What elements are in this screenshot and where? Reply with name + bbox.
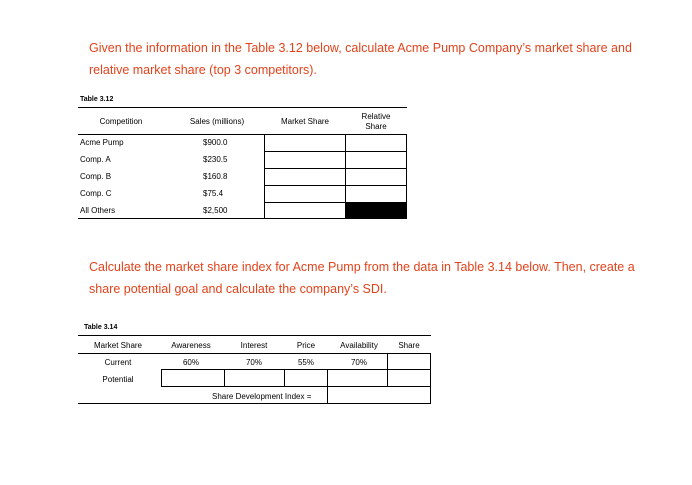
header-availability: Availability: [340, 341, 378, 350]
potential-price-box[interactable]: [284, 369, 328, 387]
market-share-answer-box[interactable]: [264, 202, 346, 219]
potential-awareness-box[interactable]: [161, 369, 225, 387]
market-share-answer-box[interactable]: [264, 134, 346, 152]
current-price: 55%: [297, 358, 314, 367]
current-availability: 70%: [350, 358, 367, 367]
relative-share-blocked-cell: [345, 202, 407, 219]
relative-share-answer-box[interactable]: [345, 134, 407, 152]
instruction-text-1: Given the information in the Table 3.12 below, calculate Acme Pump Company’s market share and relative market share (top 3 competitors).: [89, 41, 632, 77]
potential-availability-box[interactable]: [327, 369, 388, 387]
table-3-12-caption: Table 3.12: [80, 96, 114, 103]
table-3-12-top-rule: [78, 107, 407, 108]
header-relative-share: Relative Share: [361, 112, 391, 131]
current-label: Current: [104, 358, 132, 367]
header-market-share: Market Share: [280, 117, 330, 126]
header-market-share: Market Share: [93, 341, 143, 350]
current-awareness: 60%: [182, 358, 199, 367]
header-sales: Sales (millions): [189, 117, 245, 126]
table-3-14-caption: Table 3.14: [84, 324, 118, 331]
row-name: Comp. B: [80, 172, 112, 181]
relative-share-answer-box[interactable]: [345, 151, 407, 169]
sdi-label: Share Development Index =: [212, 392, 312, 401]
row-sales: $75.4: [203, 189, 224, 198]
row-name: Acme Pump: [80, 138, 124, 147]
header-price: Price: [296, 341, 316, 350]
row-sales: $2,500: [203, 206, 228, 215]
table-3-12-bottom-rule: [78, 218, 265, 219]
potential-label: Potential: [102, 375, 134, 384]
row-sales: $230.5: [203, 155, 228, 164]
row-name: Comp. A: [80, 155, 111, 164]
sdi-answer-box[interactable]: [327, 386, 431, 404]
relative-share-answer-box[interactable]: [345, 185, 407, 203]
market-share-answer-box[interactable]: [264, 168, 346, 186]
table-3-14-top-rule: [78, 335, 431, 336]
row-sales: $900.0: [203, 138, 228, 147]
row-name: All Others: [80, 206, 116, 215]
table-3-14-bottom-rule: [78, 403, 328, 404]
current-share-answer-box[interactable]: [387, 353, 431, 370]
market-share-answer-box[interactable]: [264, 185, 346, 203]
header-competition: Competition: [99, 117, 143, 126]
potential-share-box[interactable]: [387, 369, 431, 387]
current-interest: 70%: [245, 358, 262, 367]
relative-share-answer-box[interactable]: [345, 168, 407, 186]
table-3-14-header-rule: [78, 353, 431, 354]
row-sales: $160.8: [203, 172, 228, 181]
header-interest: Interest: [240, 341, 268, 350]
header-share: Share: [398, 341, 420, 350]
market-share-answer-box[interactable]: [264, 151, 346, 169]
header-awareness: Awareness: [171, 341, 211, 350]
row-name: Comp. C: [80, 189, 112, 198]
potential-interest-box[interactable]: [224, 369, 285, 387]
instruction-text-2: Calculate the market share index for Acme Pump from the data in Table 3.14 below. Then, create a share potential goal and calculate the company’s SDI.: [89, 260, 635, 296]
